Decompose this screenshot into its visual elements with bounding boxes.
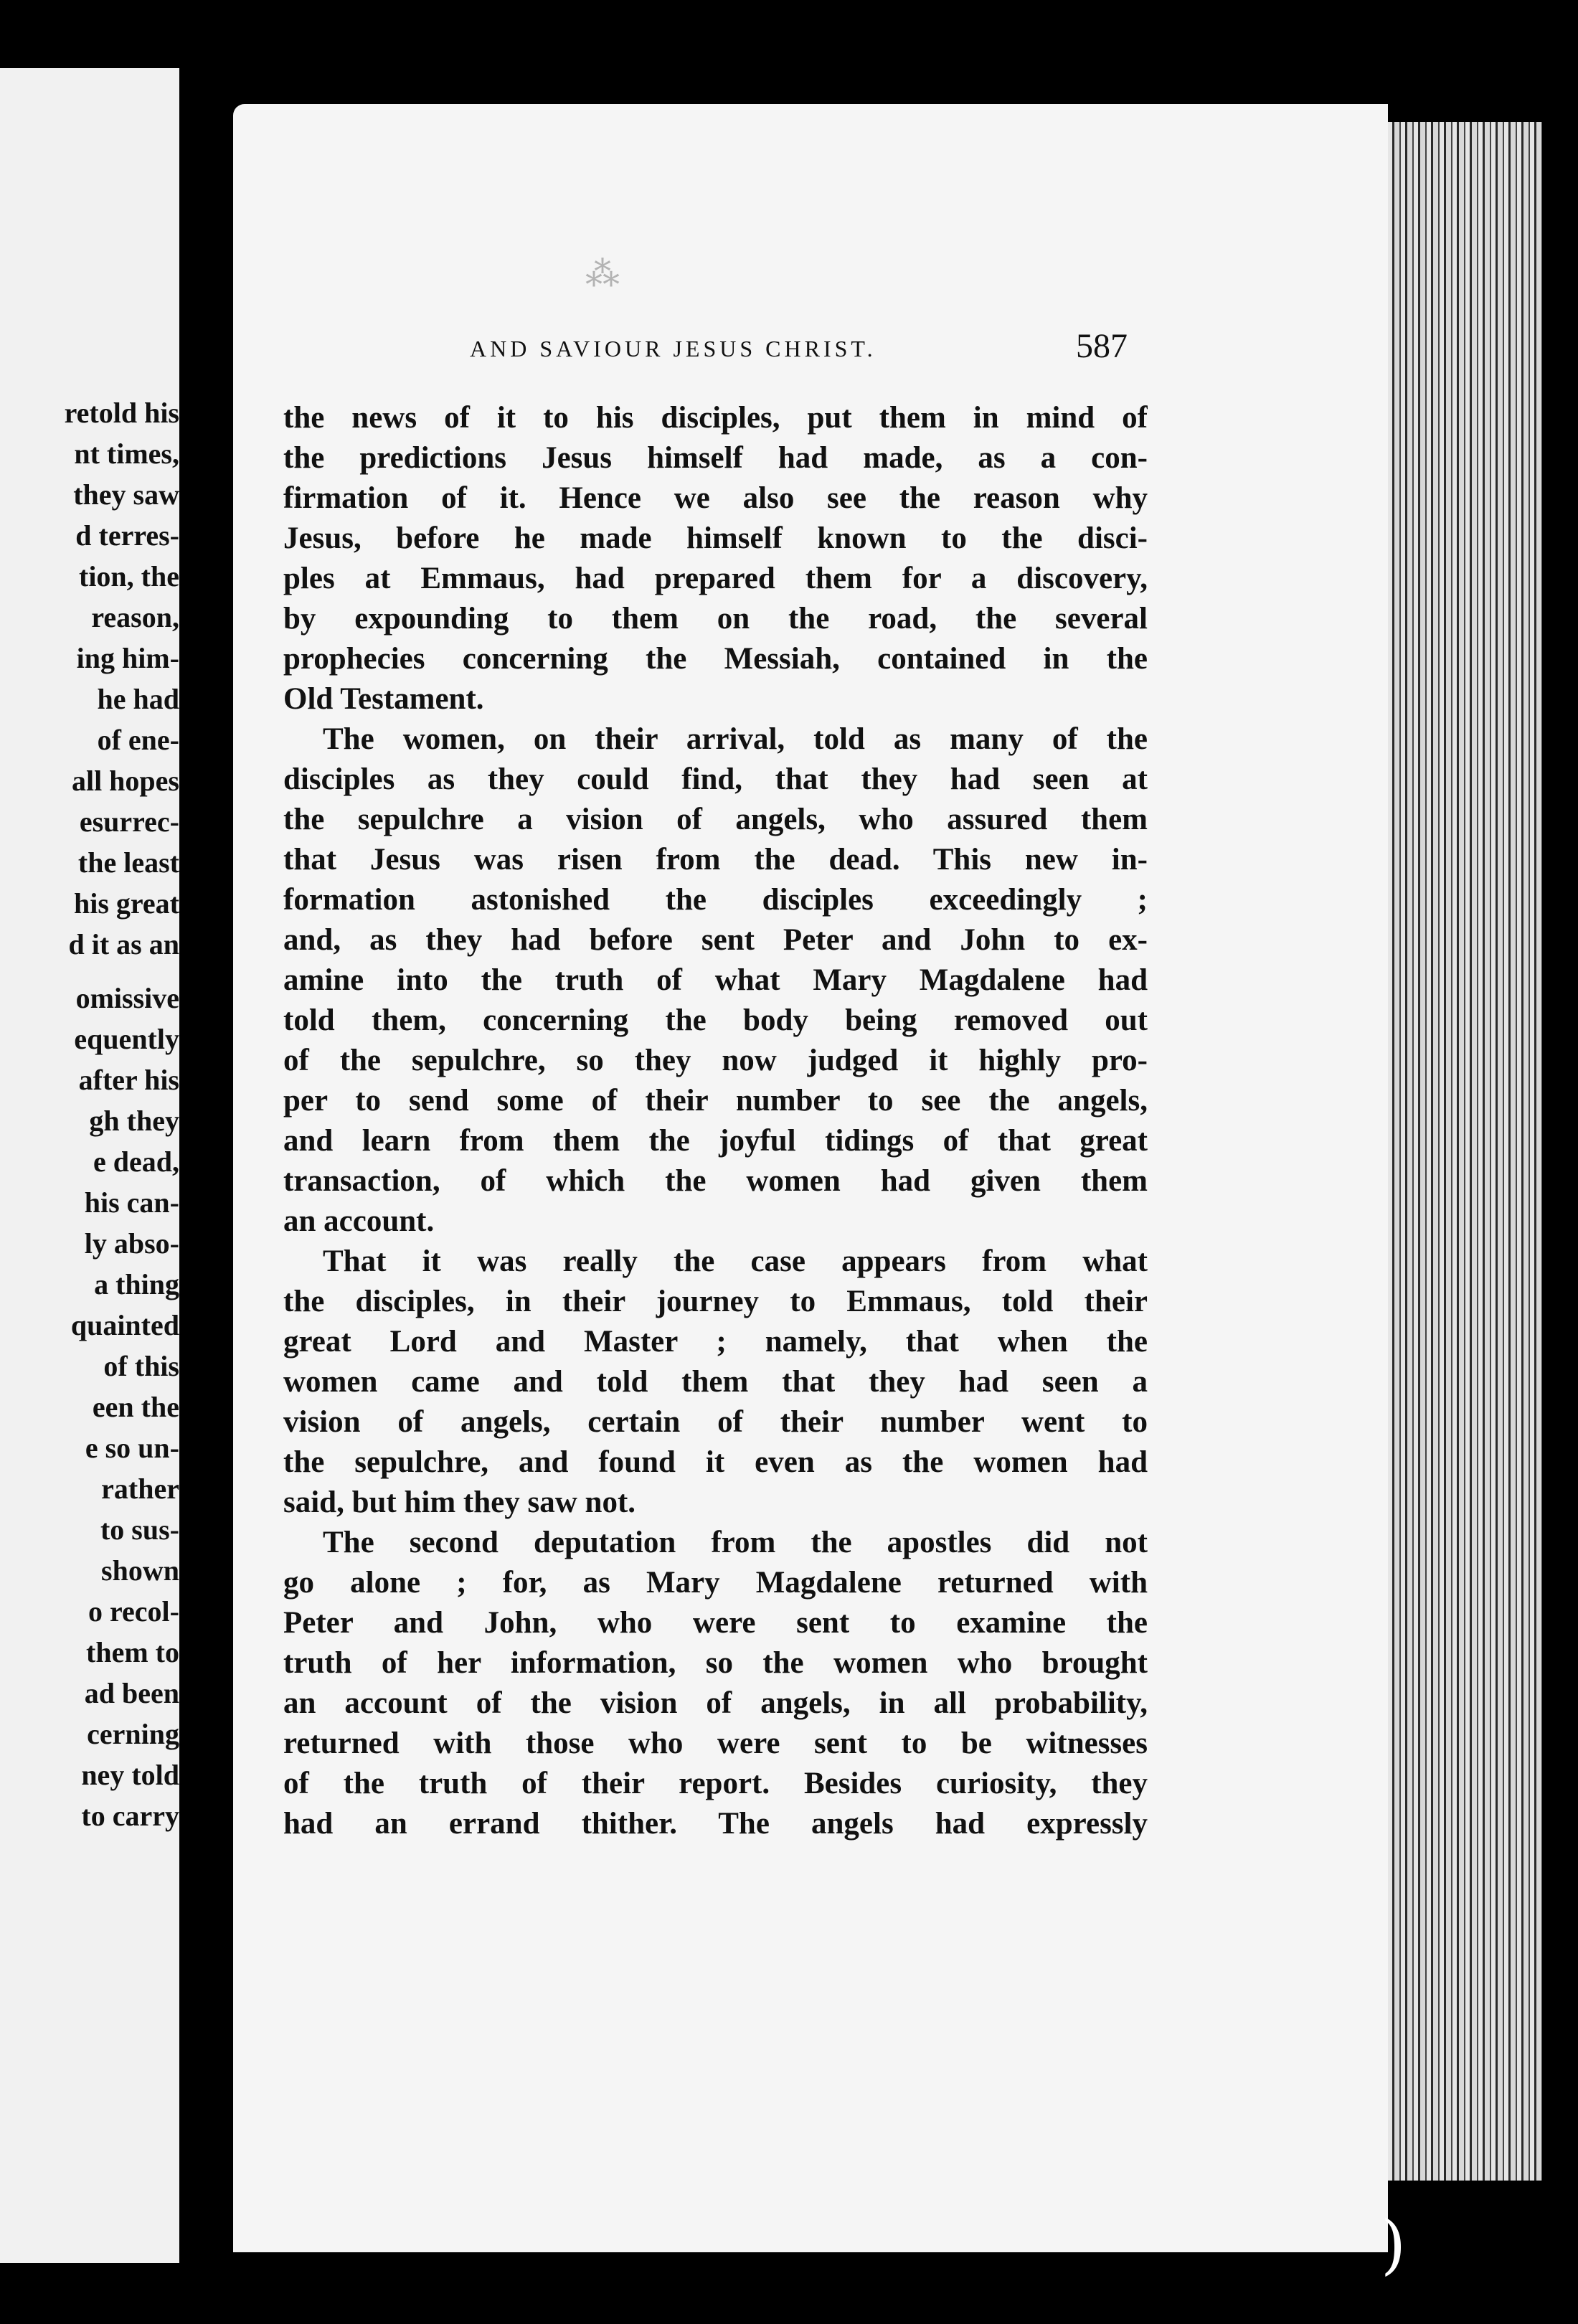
text-line: vision of angels, certain of their number went to: [283, 1405, 1148, 1439]
text-line: and, as they had before sent Peter and John to ex-: [283, 923, 1148, 957]
text-line: The second deputation from the apostles did not: [323, 1526, 1148, 1559]
left-page-line: ing him-: [76, 642, 179, 674]
left-page-line: of ene-: [97, 724, 179, 756]
text-line: prophecies concerning the Messiah, contained in the: [283, 642, 1148, 676]
body-text: [283, 398, 1148, 1844]
left-page-line: d it as an: [68, 928, 179, 960]
left-page-line: e so un-: [85, 1432, 179, 1464]
left-page-line: reason,: [91, 601, 179, 633]
text-line: truth of her information, so the women who brought: [283, 1646, 1148, 1680]
text-line: by expounding to them on the road, the several: [283, 602, 1148, 636]
text-line: per to send some of their number to see the angels,: [283, 1084, 1148, 1118]
text-line: go alone ; for, as Mary Magdalene returned with: [283, 1566, 1148, 1600]
left-page-line: he had: [97, 683, 179, 715]
left-facing-page: [0, 68, 179, 2263]
left-page-line: to sus-: [100, 1513, 179, 1546]
left-page-line: them to: [86, 1636, 179, 1668]
left-page-line: all hopes: [71, 765, 179, 797]
text-line: of the truth of their report. Besides curiosity, they: [283, 1767, 1148, 1800]
left-page-line: gh they: [89, 1105, 179, 1137]
text-line: transaction, of which the women had given them: [283, 1164, 1148, 1198]
left-page-line: after his: [78, 1064, 179, 1096]
text-line: firmation of it. Hence we also see the reason why: [283, 481, 1148, 515]
text-line: told them, concerning the body being removed out: [283, 1003, 1148, 1037]
left-page-line: equently: [74, 1023, 179, 1055]
text-line: an account of the vision of angels, in all probability,: [283, 1686, 1148, 1720]
text-line: formation astonished the disciples exceedingly ;: [283, 883, 1148, 917]
text-line: the predictions Jesus himself had made, as a con-: [283, 441, 1148, 475]
text-line: ples at Emmaus, had prepared them for a discovery,: [283, 562, 1148, 595]
left-page-line: nt times,: [74, 438, 179, 470]
left-page-line: his can-: [84, 1186, 179, 1219]
left-page-line: to carry: [81, 1800, 179, 1832]
left-page-line: rather: [101, 1473, 179, 1505]
left-page-line: ly abso-: [84, 1227, 179, 1260]
left-page-line: d terres-: [75, 519, 179, 552]
text-line: the news of it to his disciples, put them in mind of: [283, 401, 1148, 435]
text-line: the disciples, in their journey to Emmaus, told their: [283, 1285, 1148, 1318]
left-page-line: omissive: [75, 982, 179, 1014]
left-page-line: cerning: [87, 1718, 179, 1750]
text-line: and learn from them the joyful tidings of that great: [283, 1124, 1148, 1158]
left-page-line: a thing: [94, 1268, 179, 1300]
text-line: The women, on their arrival, told as many of the: [323, 722, 1148, 756]
page-number: 587: [1076, 327, 1128, 365]
left-page-line: the least: [77, 846, 179, 879]
text-line: said, but him they saw not.: [283, 1485, 636, 1519]
left-page-line: shown: [101, 1554, 179, 1587]
text-line: had an errand thither. The angels had expressly: [283, 1807, 1148, 1841]
text-line: That it was really the case appears from what: [323, 1244, 1148, 1278]
left-page-line: his great: [73, 887, 179, 920]
text-line: Peter and John, who were sent to examine the: [283, 1606, 1148, 1640]
text-line: great Lord and Master ; namely, that when the: [283, 1325, 1148, 1359]
page-corner-curl-icon: ): [1381, 2207, 1407, 2282]
text-line: amine into the truth of what Mary Magdalene had: [283, 963, 1148, 997]
book-gutter: [179, 68, 233, 2263]
text-line: an account.: [283, 1204, 435, 1238]
left-page-line: esurrec-: [79, 806, 179, 838]
text-line: disciples as they could find, that they had seen at: [283, 762, 1148, 796]
text-line: the sepulchre, and found it even as the women had: [283, 1445, 1148, 1479]
text-line: that Jesus was risen from the dead. This new in-: [283, 843, 1148, 877]
left-page-line: o recol-: [88, 1595, 179, 1628]
ornament-smudge-icon: ⁂: [585, 254, 620, 294]
left-page-line: retold his: [64, 397, 179, 429]
page-edges: [1388, 122, 1542, 2181]
text-line: returned with those who were sent to be witnesses: [283, 1727, 1148, 1760]
text-line: women came and told them that they had seen a: [283, 1365, 1148, 1399]
left-page-text: [0, 392, 179, 1836]
left-page-line: een the: [92, 1391, 179, 1423]
left-page-line: quainted: [70, 1309, 179, 1341]
text-line: of the sepulchre, so they now judged it highly pro-: [283, 1044, 1148, 1077]
text-line: Old Testament.: [283, 682, 484, 716]
running-head: AND SAVIOUR JESUS CHRIST.: [470, 336, 877, 362]
text-line: Jesus, before he made himself known to the disci-: [283, 521, 1148, 555]
left-page-line: they saw: [73, 478, 179, 511]
left-page-line: of this: [103, 1350, 179, 1382]
left-page-line: e dead,: [93, 1146, 179, 1178]
left-page-line: ad been: [84, 1677, 179, 1709]
left-page-line: ney told: [81, 1759, 179, 1791]
left-page-line: tion, the: [79, 560, 179, 592]
left-page-paragraph-gap: [0, 965, 179, 978]
text-line: the sepulchre a vision of angels, who assured them: [283, 803, 1148, 836]
